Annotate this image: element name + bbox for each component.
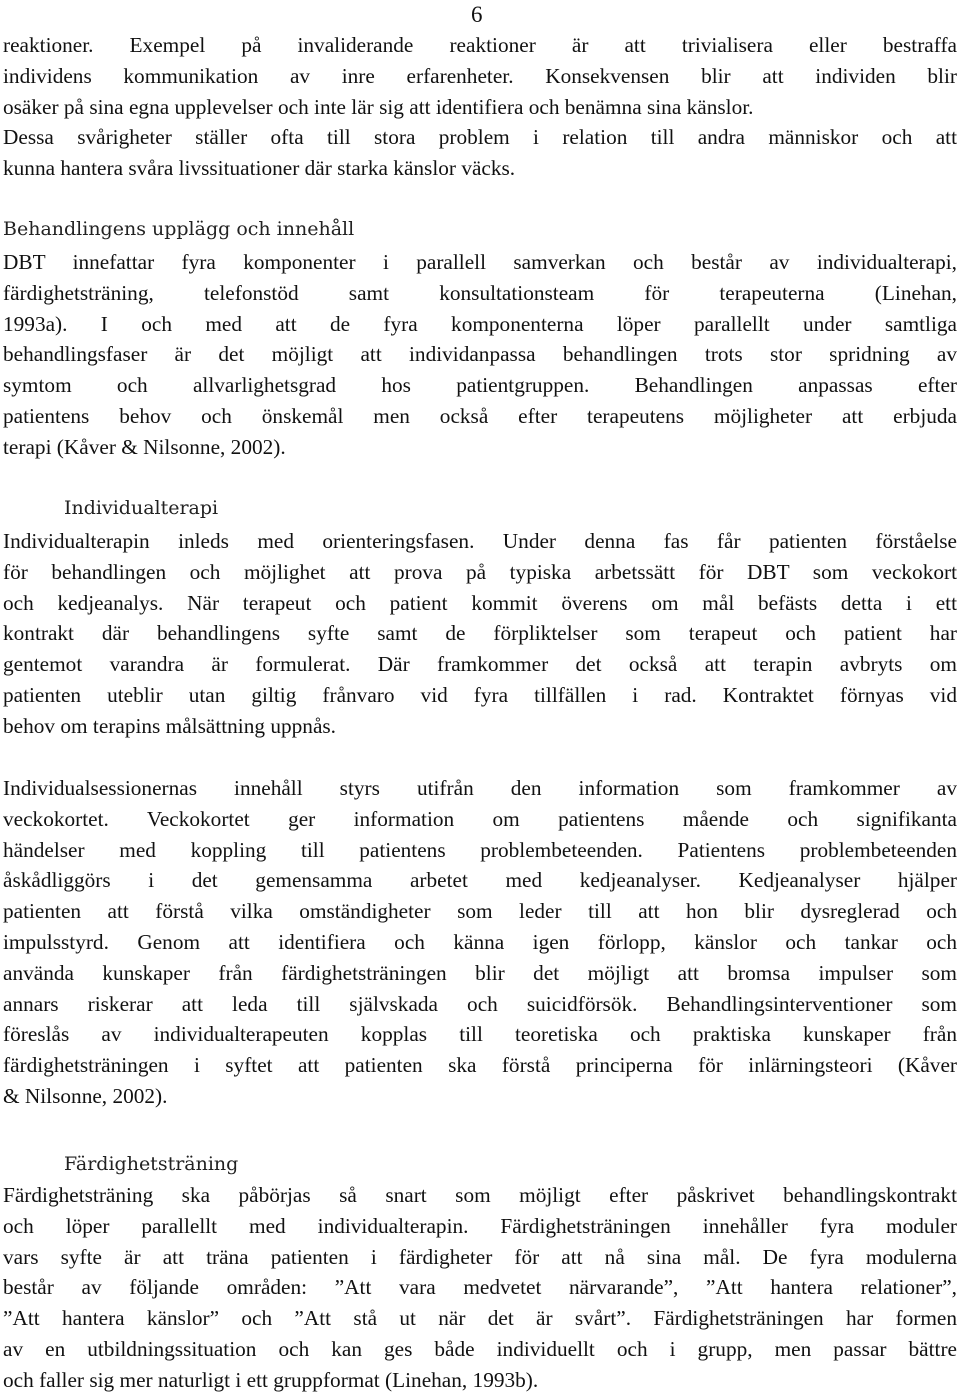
text-line: symtom och allvarlighetsgrad hos patientgruppen. Behandlingen anpassas efter xyxy=(3,373,957,398)
text-line: veckokortet. Veckokortet ger information om patientens mående och signifikanta xyxy=(3,806,957,831)
section-individualterapi-paragraph-2 xyxy=(3,773,957,1112)
text-line: färdighetsträningen i syftet att patienten ska förstå principerna för inlärningsteori (Kåver xyxy=(3,1053,957,1078)
text-line: händelser med koppling till patientens problembeteenden. Patientens problembeteenden xyxy=(3,837,957,862)
text-line: Färdighetsträning ska påbörjas så snart som möjligt efter påskrivet behandlingskontrakt xyxy=(3,1183,957,1207)
text-line: Dessa svårigheter ställer ofta till stora problem i relation till andra människor och att xyxy=(3,125,957,150)
text-line: föreslås av individualterapeuten kopplas till teoretiska och praktiska kunskaper från xyxy=(3,1022,957,1047)
text-line: kontrakt där behandlingens syfte samt de förpliktelser som terapeut och patient har xyxy=(3,621,957,646)
text-line: kunna hantera svåra livssituationer där starka känslor väcks. xyxy=(3,156,516,181)
text-line: Individualterapin inleds med orienteringsfasen. Under denna fas får patienten förståelse xyxy=(3,529,957,553)
text-line: Individualsessionernas innehåll styrs utifrån den information som framkommer av xyxy=(3,776,957,800)
section-behandlingens-upplagg-paragraph xyxy=(3,247,957,463)
text-line: använda kunskaper från färdighetsträningen blir det möjligt att bromsa impulser som xyxy=(3,960,957,985)
text-line: DBT innefattar fyra komponenter i parallell samverkan och består av individualterapi, xyxy=(3,250,957,274)
text-line: patienten uteblir utan giltig frånvaro vid fyra tillfällen i rad. Kontraktet förnyas vid xyxy=(3,682,957,707)
text-line: patienten att förstå vilka omständigheter som leder till att hon blir dysreglerad och xyxy=(3,899,957,924)
text-line: ”Att hantera känslor” och ”Att stå ut när det är svårt”. Färdighetsträningen har formen xyxy=(3,1306,957,1331)
text-line: behov om terapins målsättning uppnås. xyxy=(3,713,337,738)
section-heading-behandlingens-upplagg: Behandlingens upplägg och innehåll xyxy=(3,218,355,240)
text-line: och faller sig mer naturligt i ett gruppformat (Linehan, 1993b). xyxy=(3,1367,539,1392)
text-line: impulsstyrd. Genom att identifiera och känna igen förlopp, känslor och tankar och xyxy=(3,929,957,954)
text-line: av en utbildningssituation och kan ges både individuellt och i grupp, men passar bättre xyxy=(3,1336,957,1361)
text-line: individens kommunikation av inre erfarenheter. Konsekvensen blir att individen blir xyxy=(3,63,957,88)
text-line: 1993a). I och med att de fyra komponenterna löper parallellt under samtliga xyxy=(3,311,957,336)
text-line: patientens behov och önskemål men också efter terapeutens möjligheter att erbjuda xyxy=(3,403,957,428)
text-line: för behandlingen och möjlighet att prova på typiska arbetssätt för DBT som veckokort xyxy=(3,559,957,584)
text-line: gentemot varandra är formulerat. Där framkommer det också att terapin avbryts om xyxy=(3,652,957,677)
text-line: färdighetsträning, telefonstöd samt konsultationsteam för terapeuterna (Linehan, xyxy=(3,280,957,305)
text-line: åskådliggörs i det gemensamma arbetet med kedjeanalyser. Kedjeanalyser hjälper xyxy=(3,868,957,893)
text-line: osäker på sina egna upplevelser och inte lär sig att identifiera och benämna sina känslor. xyxy=(3,94,754,119)
text-line: annars riskerar att leda till självskada och suicidförsök. Behandlingsinterventioner som xyxy=(3,991,957,1016)
text-line: & Nilsonne, 2002). xyxy=(3,1083,168,1108)
text-line: reaktioner. Exempel på invaliderande reaktioner är att trivialisera eller bestraffa xyxy=(3,33,957,57)
text-line: och kedjeanalys. När terapeut och patient kommit överens om mål befästs detta i ett xyxy=(3,590,957,615)
text-line: består av följande områden: ”Att vara medvetet närvarande”, ”Att hantera relationer”, xyxy=(3,1275,957,1300)
section-fardighetstraning-paragraph xyxy=(3,1180,957,1396)
section-individualterapi-paragraph-1 xyxy=(3,526,957,742)
section-heading-individualterapi: Individualterapi xyxy=(64,497,219,519)
text-line: terapi (Kåver & Nilsonne, 2002). xyxy=(3,434,286,459)
page-number: 6 xyxy=(471,2,483,27)
section-heading-fardighetstraning: Färdighetsträning xyxy=(64,1153,239,1175)
text-line: vars syfte är att träna patienten i färdigheter för att nå sina mål. De fyra modulerna xyxy=(3,1244,957,1269)
intro-paragraph xyxy=(3,30,957,184)
text-line: och löper parallellt med individualterapin. Färdighetsträningen innehåller fyra moduler xyxy=(3,1213,957,1238)
text-line: behandlingsfaser är det möjligt att individanpassa behandlingen trots stor spridning av xyxy=(3,342,957,367)
